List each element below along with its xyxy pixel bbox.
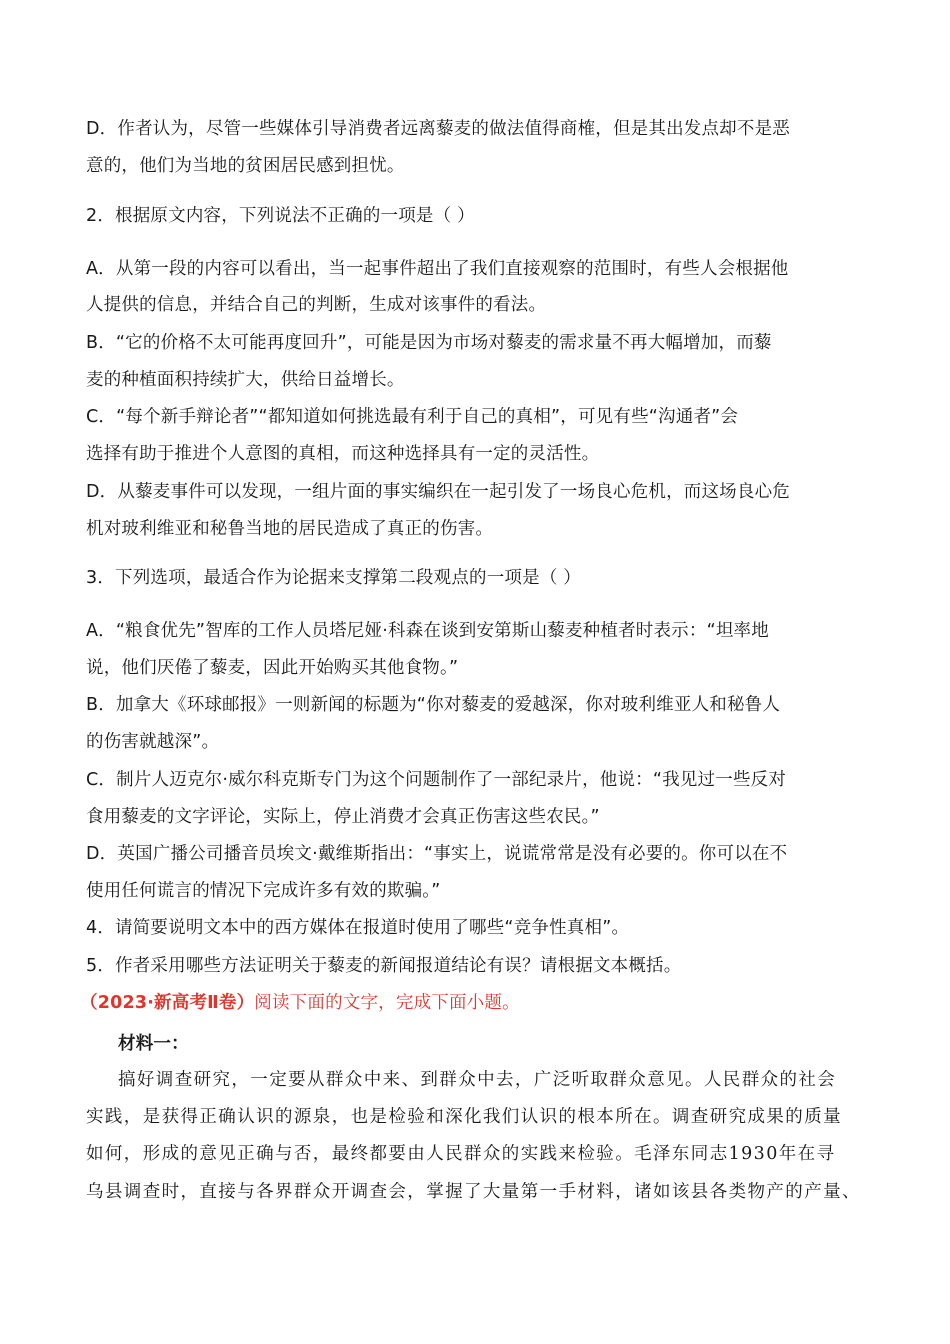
material-para-line1: 搞好调查研究，一定要从群众中来、到群众中去，广泛听取群众意见。人民群众的社会: [118, 1070, 837, 1090]
q3-option-c-line1: C．制片人迈克尔·威尔科克斯专门为这个问题制作了一部纪录片，他说：“我见过一些反对: [86, 770, 787, 790]
material-para-line2: 实践，是获得正确认识的源泉，也是检验和深化我们认识的根本所在。调查研究成果的质量: [86, 1107, 842, 1127]
exam-source-label: （2023·新高考Ⅱ卷）: [80, 993, 255, 1013]
q4-stem: 4．请简要说明文本中的西方媒体在报道时使用了哪些“竞争性真相”。: [86, 918, 630, 938]
q2-option-d-line1: D．从藜麦事件可以发现，一组片面的事实编织在一起引发了一场良心危机，而这场良心危: [86, 482, 790, 502]
q3-stem: 3．下列选项，最适合作为论据来支撑第二段观点的一项是（ ）: [86, 568, 581, 588]
q2-option-b-line2: 麦的种植面积持续扩大，供给日益增长。: [86, 370, 405, 390]
q3-option-a-line1: A．“粮食优先”智库的工作人员塔尼娅·科森在谈到安第斯山藜麦种植者时表示：“坦率地: [86, 621, 769, 641]
q5-stem: 5．作者采用哪些方法证明关于藜麦的新闻报道结论有误？请根据文本概括。: [86, 956, 682, 976]
section-header: [80, 991, 860, 1015]
q2-stem: 2．根据原文内容，下列说法不正确的一项是（ ）: [86, 206, 475, 226]
q3-option-b-line1: B．加拿大《环球邮报》一则新闻的标题为“你对藜麦的爱越深，你对玻利维亚人和秘鲁人: [86, 695, 781, 715]
q2-option-c-line2: 选择有助于推进个人意图的真相，而这种选择具有一定的灵活性。: [86, 444, 600, 464]
q2-option-b-line1: B．“它的价格不太可能再度回升”，可能是因为市场对藜麦的需求量不再大幅增加，而藜: [86, 333, 772, 353]
q2-option-d-line2: 机对玻利维亚和秘鲁当地的居民造成了真正的伤害。: [86, 519, 494, 539]
q2-option-c-line1: C．“每个新手辩论者”“都知道如何挑选最有利于自己的真相”，可见有些“沟通者”会: [86, 407, 739, 427]
q2-option-a-line2: 人提供的信息，并结合自己的判断，生成对该事件的看法。: [86, 295, 547, 315]
q3-option-c-line2: 食用藜麦的文字评论，实际上，停止消费才会真正伤害这些农民。”: [86, 807, 600, 827]
q3-option-b-line2: 的伤害就越深”。: [86, 732, 220, 752]
q1-option-d-line1: D．作者认为，尽管一些媒体引导消费者远离藜麦的做法值得商榷，但是其出发点却不是恶: [86, 119, 790, 139]
q3-option-d-line2: 使用任何谎言的情况下完成许多有效的欺骗。”: [86, 881, 441, 901]
q3-option-d-line1: D．英国广播公司播音员埃文·戴维斯指出：“事实上，说谎常常是没有必要的。你可以在不: [86, 844, 788, 864]
material-para-line3: 如何，形成的意见正确与否，最终都要由人民群众的实践来检验。毛泽东同志1930年在寻: [86, 1144, 836, 1164]
q1-option-d-line2: 意的，他们为当地的贫困居民感到担忧。: [86, 156, 405, 176]
material-para-line4: 乌县调查时，直接与各界群众开调查会，掌握了大量第一手材料，诸如该县各类物产的产量、: [86, 1182, 861, 1202]
material-title: 材料一：: [118, 1034, 189, 1054]
q2-option-a-line1: A．从第一段的内容可以看出，当一起事件超出了我们直接观察的范围时，有些人会根据他: [86, 259, 789, 279]
section-instruction: 阅读下面的文字，完成下面小题。: [254, 993, 520, 1013]
q3-option-a-line2: 说，他们厌倦了藜麦，因此开始购买其他食物。”: [86, 658, 459, 678]
